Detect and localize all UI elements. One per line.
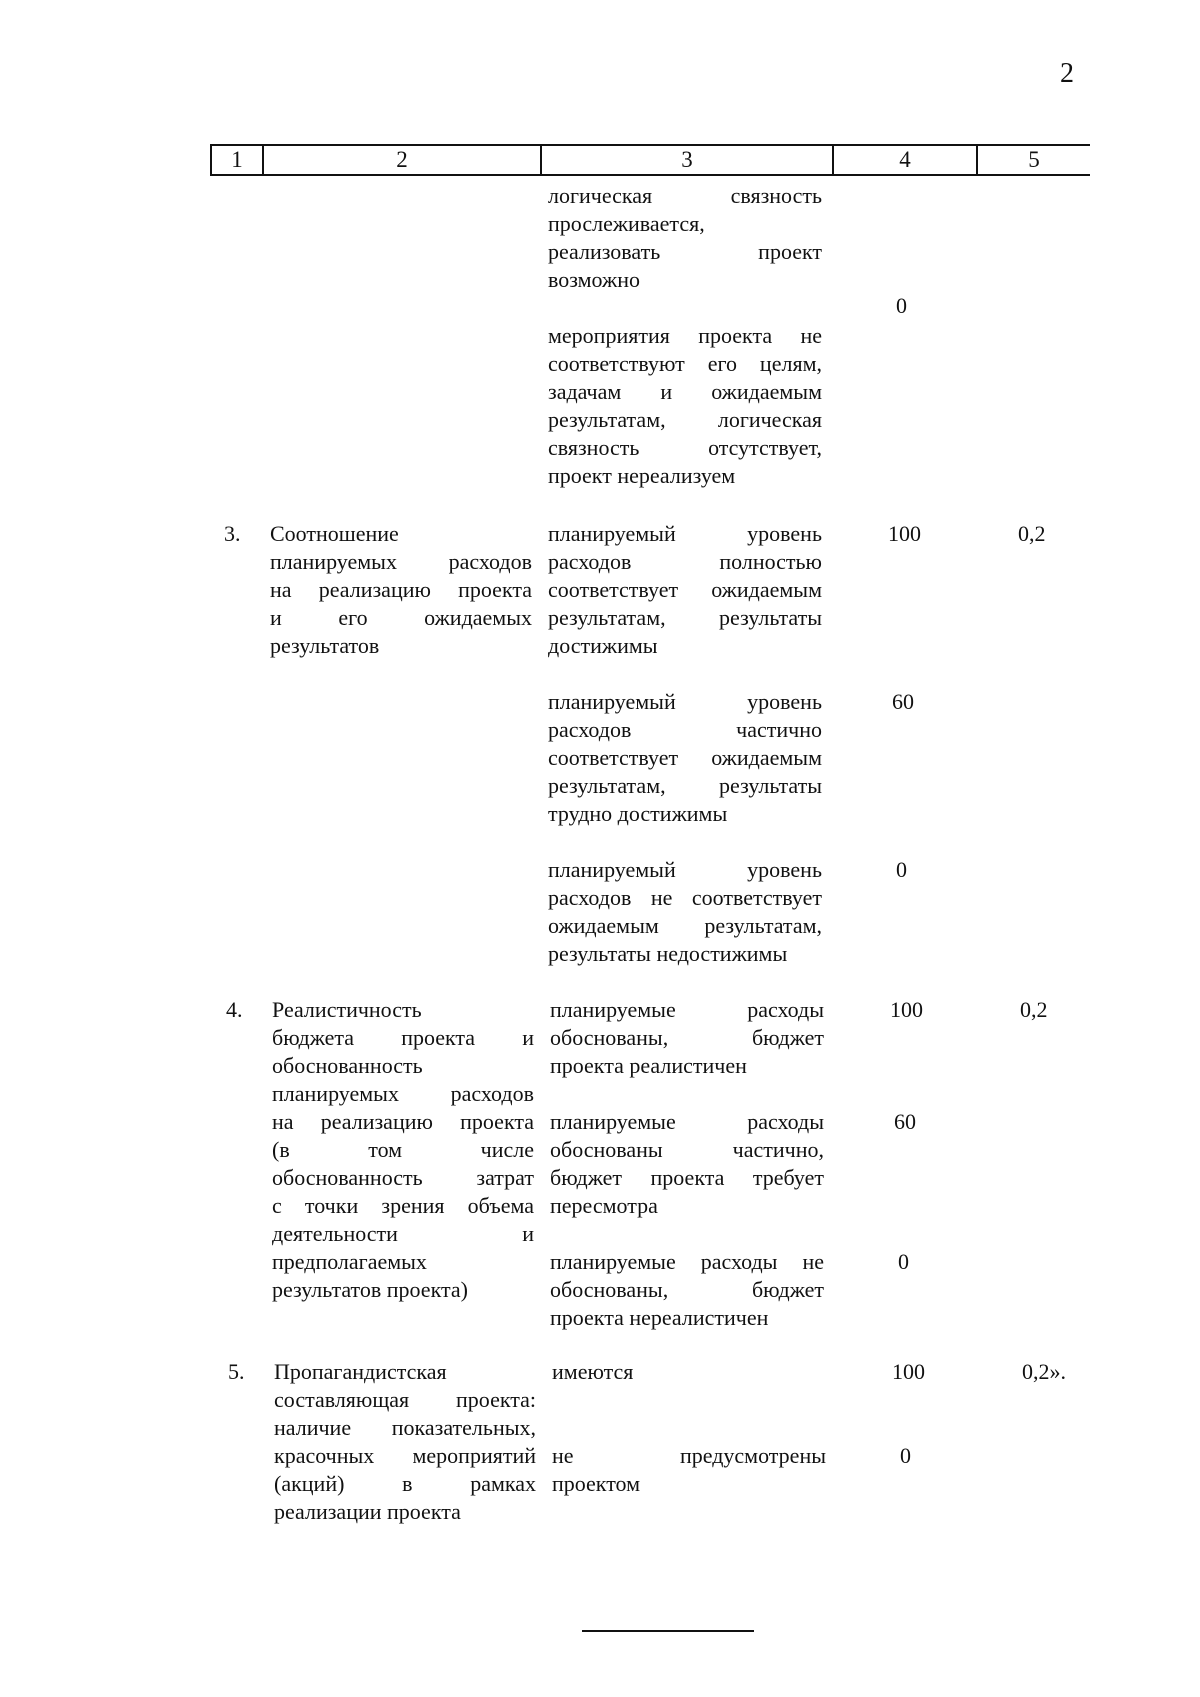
score-value: 60: [892, 689, 914, 714]
score-value: 100: [890, 997, 923, 1022]
row-number: 5.: [228, 1359, 245, 1384]
text-line: результатам, логическая: [548, 407, 822, 432]
text-line: составляющая проекта:: [274, 1387, 536, 1412]
text-line: и его ожидаемых: [270, 605, 532, 630]
text-line: ожидаемым результатам,: [548, 913, 822, 938]
text-line: не предусмотрены: [552, 1443, 826, 1468]
text-line: возможно: [548, 267, 640, 292]
text-line: мероприятия проекта не: [548, 323, 822, 348]
text-line: обоснованность затрат: [272, 1165, 534, 1190]
option-text: [550, 1108, 824, 1220]
text-line: расходов не соответствует: [548, 885, 822, 910]
text-line: планируемый уровень: [548, 689, 822, 714]
text-line: планируемый уровень: [548, 521, 822, 546]
option-text: [548, 322, 822, 490]
page-number: 2: [1060, 58, 1074, 89]
text-line: реализации проекта: [274, 1499, 461, 1524]
text-line: с точки зрения объема: [272, 1193, 534, 1218]
text-line: обоснованы, бюджет: [550, 1025, 824, 1050]
text-line: проекта реалистичен: [550, 1053, 747, 1078]
score-value: 0: [898, 1249, 909, 1274]
text-line: результатам, результаты: [548, 605, 822, 630]
text-line: планируемые расходы: [550, 1109, 824, 1134]
weight-value: 0,2».: [1022, 1359, 1066, 1384]
text-line: планируемые расходы не: [550, 1249, 824, 1274]
text-line: связность отсутствует,: [548, 435, 822, 460]
option-text: [552, 1442, 826, 1498]
score-value: 60: [894, 1109, 916, 1134]
text-line: обоснованы, бюджет: [550, 1277, 824, 1302]
option-text: [548, 856, 822, 968]
text-line: проектом: [552, 1471, 641, 1496]
text-line: соответствуют его целям,: [548, 351, 822, 376]
score-value: 100: [888, 521, 921, 546]
row-number: 4.: [226, 997, 243, 1022]
option-text: [548, 520, 822, 660]
option-text: [550, 1248, 824, 1332]
text-line: Пропагандистская: [274, 1359, 447, 1384]
text-line: логическая связность: [548, 183, 822, 208]
text-line: на реализацию проекта: [270, 577, 532, 602]
text-line: расходов полностью: [548, 549, 822, 574]
text-line: реализовать проект: [548, 239, 822, 264]
text-line: Реалистичность: [272, 997, 422, 1022]
text-line: пересмотра: [550, 1193, 658, 1218]
header-cell-5: 5: [1028, 147, 1040, 172]
text-line: результатов проекта): [272, 1277, 468, 1302]
text-line: достижимы: [548, 633, 658, 658]
text-line: трудно достижимы: [548, 801, 728, 826]
text-line: Соотношение: [270, 521, 399, 546]
text-line: предполагаемых: [272, 1249, 427, 1274]
text-line: прослеживается,: [548, 211, 705, 236]
criterion-text: [274, 1358, 536, 1526]
footer-rule: [582, 1630, 754, 1632]
text-line: соответствует ожидаемым: [548, 745, 822, 770]
option-text: [552, 1358, 826, 1386]
text-line: наличие показательных,: [274, 1415, 536, 1440]
text-line: проекта нереалистичен: [550, 1305, 769, 1330]
criterion-text: [270, 520, 532, 660]
score-value: 100: [892, 1359, 925, 1384]
text-line: имеются: [552, 1359, 634, 1384]
weight-value: 0,2: [1020, 997, 1048, 1022]
text-line: планируемых расходов: [270, 549, 532, 574]
weight-value: 0,2: [1018, 521, 1046, 546]
score-value: 0: [896, 293, 907, 318]
text-line: на реализацию проекта: [272, 1109, 534, 1134]
text-line: результаты недостижимы: [548, 941, 788, 966]
text-line: результатам, результаты: [548, 773, 822, 798]
text-line: бюджета проекта и: [272, 1025, 534, 1050]
option-text: [548, 182, 822, 294]
option-text: [550, 996, 824, 1080]
text-line: результатов: [270, 633, 380, 658]
header-cell-2: 2: [396, 147, 408, 172]
text-line: бюджет проекта требует: [550, 1165, 824, 1190]
row-number: 3.: [224, 521, 241, 546]
text-line: задачам и ожидаемым: [548, 379, 822, 404]
text-line: деятельности и: [272, 1221, 534, 1246]
text-line: расходов частично: [548, 717, 822, 742]
text-line: планируемых расходов: [272, 1081, 534, 1106]
header-cell-3: 3: [681, 147, 693, 172]
text-line: обоснованы частично,: [550, 1137, 824, 1162]
option-text: [548, 688, 822, 828]
text-line: соответствует ожидаемым: [548, 577, 822, 602]
text-line: (акций) в рамках: [274, 1471, 536, 1496]
criterion-text: [272, 996, 534, 1304]
text-line: красочных мероприятий: [274, 1443, 536, 1468]
text-line: планируемые расходы: [550, 997, 824, 1022]
header-cell-1: 1: [231, 147, 243, 172]
text-line: проект нереализуем: [548, 463, 736, 488]
score-value: 0: [896, 857, 907, 882]
score-value: 0: [900, 1443, 911, 1468]
header-cell-4: 4: [899, 147, 911, 172]
text-line: обоснованность: [272, 1053, 423, 1078]
text-line: (в том числе: [272, 1137, 534, 1162]
text-line: планируемый уровень: [548, 857, 822, 882]
